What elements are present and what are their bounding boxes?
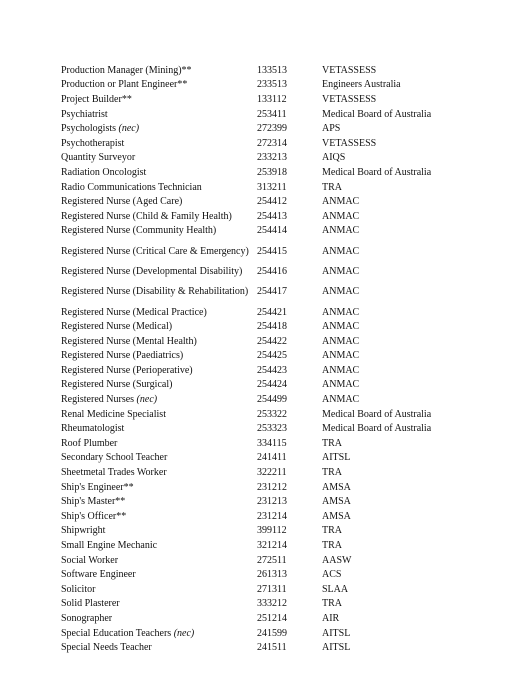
assessing-authority: ANMAC [322,245,360,257]
occupation-name [61,264,257,279]
occupation-row [61,421,462,436]
occupation-name-text: Production or Plant Engineer** [61,79,188,91]
occupation-name [61,92,257,107]
occupation-row [61,538,462,553]
occupation-name-text: Registered Nurse (Aged Care) [61,196,183,208]
occupation-name-text: Production Manager (Mining)** [61,64,192,76]
occupation-row [61,78,462,93]
occupation-name-text: Rheumatologist [61,423,125,435]
occupation-name-text: Registered Nurse (Child & Family Health) [61,210,232,222]
assessing-authority: Medical Board of Australia [322,408,432,420]
occupation-row [61,582,462,597]
occupation-name [61,209,257,224]
assessing-authority: AMSA [322,481,351,493]
assessing-authority: TRA [322,467,342,479]
assessing-authority: TRA [322,598,342,610]
occupation-name [61,78,257,93]
occupation-qualifier: (nec) [136,394,158,406]
occupation-row [61,640,462,655]
occupation-name [61,279,257,305]
occupation-name [61,136,257,151]
assessing-authority: ANMAC [322,379,360,391]
occupation-name [61,407,257,422]
occupation-name [61,305,257,320]
occupation-row [61,209,462,224]
occupation-name-text: Registered Nurse (Surgical) [61,379,173,391]
occupation-name-text: Psychologists [61,123,117,135]
assessing-authority: AITSL [322,642,351,654]
occupation-row [61,465,462,480]
occupation-row [61,264,462,279]
assessing-authority: Medical Board of Australia [322,108,432,120]
occupation-name [61,224,257,239]
occupation-name-text: Radiation Oncologist [61,166,147,178]
anzsco-code: 233213 [257,152,287,164]
assessing-authority: AITSL [322,627,351,639]
anzsco-code: 334115 [257,437,287,449]
anzsco-code: 253411 [257,108,287,120]
occupation-name [61,180,257,195]
anzsco-code: 231212 [257,481,287,493]
occupation-name-text: Shipwright [61,525,106,537]
anzsco-code: 254425 [257,350,287,362]
anzsco-code: 254416 [257,265,287,277]
occupation-name-text: Psychotherapist [61,137,125,149]
occupation-name-text: Roof Plumber [61,437,118,449]
occupation-row [61,451,462,466]
occupation-name [61,567,257,582]
anzsco-code: 251214 [257,612,287,624]
occupation-name [61,349,257,364]
occupation-name-text: Solid Plasterer [61,598,120,610]
anzsco-code: 253323 [257,423,287,435]
occupation-name [61,509,257,524]
occupation-name-text: Registered Nurse (Perioperative) [61,364,193,376]
anzsco-code: 254421 [257,306,287,318]
occupation-row [61,494,462,509]
assessing-authority: AITSL [322,452,351,464]
occupation-name-text: Software Engineer [61,569,136,581]
occupation-row [61,319,462,334]
anzsco-code: 254414 [257,225,287,237]
assessing-authority: ANMAC [322,265,360,277]
occupation-row [61,165,462,180]
occupation-name [61,538,257,553]
occupation-name-text: Registered Nurse (Disability & Rehabilitation) [61,286,249,298]
anzsco-code: 231214 [257,510,287,522]
assessing-authority: ACS [322,569,342,581]
occupation-row [61,553,462,568]
assessing-authority: ANMAC [322,364,360,376]
occupation-row [61,524,462,539]
anzsco-code: 253322 [257,408,287,420]
occupation-name-text: Sonographer [61,612,113,624]
occupation-name [61,524,257,539]
occupation-name-text: Registered Nurse (Medical) [61,321,173,333]
occupation-name [61,421,257,436]
occupation-row [61,305,462,320]
occupation-name [61,238,257,264]
anzsco-code: 272399 [257,123,287,135]
occupation-name [61,121,257,136]
occupation-row [61,107,462,122]
occupation-name-text: Renal Medicine Specialist [61,408,166,420]
occupation-name-text: Ship's Engineer** [61,481,134,493]
occupation-row [61,92,462,107]
occupation-name-text: Secondary School Teacher [61,452,168,464]
occupation-row [61,378,462,393]
occupation-name [61,480,257,495]
assessing-authority: TRA [322,181,342,193]
occupation-name-text: Ship's Officer** [61,510,127,522]
occupation-name [61,626,257,641]
anzsco-code: 272314 [257,137,287,149]
occupation-row [61,121,462,136]
assessing-authority: TRA [322,525,342,537]
assessing-authority: ANMAC [322,335,360,347]
occupation-name-text: Solicitor [61,583,96,595]
occupation-name-text: Sheetmetal Trades Worker [61,467,167,479]
anzsco-code: 133513 [257,64,287,76]
occupation-name [61,392,257,407]
occupation-name [61,107,257,122]
occupation-name-text: Ship's Master** [61,496,126,508]
anzsco-code: 133112 [257,93,287,105]
anzsco-code: 254499 [257,394,287,406]
anzsco-code: 254422 [257,335,287,347]
occupation-row [61,567,462,582]
assessing-authority: ANMAC [322,306,360,318]
occupation-name [61,553,257,568]
assessing-authority: ANMAC [322,350,360,362]
anzsco-code: 399112 [257,525,287,537]
occupation-name [61,582,257,597]
occupation-name [61,378,257,393]
occupation-row [61,279,462,305]
assessing-authority: SLAA [322,583,349,595]
occupation-row [61,63,462,78]
occupation-row [61,363,462,378]
occupation-row [61,597,462,612]
occupation-row [61,136,462,151]
occupation-row [61,407,462,422]
anzsco-code: 241599 [257,627,287,639]
occupation-name [61,363,257,378]
occupation-name [61,194,257,209]
assessing-authority: AASW [322,554,352,566]
occupation-row [61,349,462,364]
occupation-row [61,611,462,626]
anzsco-code: 253918 [257,166,287,178]
anzsco-code: 313211 [257,181,287,193]
assessing-authority: Engineers Australia [322,79,401,91]
anzsco-code: 254412 [257,196,287,208]
occupation-name [61,451,257,466]
assessing-authority: ANMAC [322,210,360,222]
occupation-name [61,611,257,626]
assessing-authority: TRA [322,437,342,449]
occupation-name-text: Special Needs Teacher [61,642,152,654]
assessing-authority: ANMAC [322,286,360,298]
occupation-name-text: Quantity Surveyor [61,152,136,164]
assessing-authority: Medical Board of Australia [322,423,432,435]
occupation-row [61,436,462,451]
occupation-name-text: Special Education Teachers [61,627,172,639]
occupation-name [61,465,257,480]
anzsco-code: 254417 [257,286,287,298]
assessing-authority: TRA [322,540,342,552]
assessing-authority: AIR [322,612,340,624]
occupation-name-text: Registered Nurses [61,394,135,406]
occupation-qualifier: (nec) [173,627,195,639]
occupation-name-text: Registered Nurse (Developmental Disability) [61,265,243,277]
anzsco-code: 254415 [257,245,287,257]
occupation-row [61,334,462,349]
occupation-row [61,180,462,195]
assessing-authority: APS [322,123,341,135]
assessing-authority: AMSA [322,510,351,522]
occupation-name-text: Registered Nurse (Paediatrics) [61,350,184,362]
assessing-authority: Medical Board of Australia [322,166,432,178]
occupation-name-text: Social Worker [61,554,119,566]
occupation-name [61,597,257,612]
anzsco-code: 321214 [257,540,287,552]
occupation-name-text: Registered Nurse (Mental Health) [61,335,197,347]
occupation-row [61,392,462,407]
assessing-authority: ANMAC [322,394,360,406]
anzsco-code: 254423 [257,364,287,376]
anzsco-code: 261313 [257,569,287,581]
assessing-authority: AMSA [322,496,351,508]
occupation-name [61,319,257,334]
anzsco-code: 231213 [257,496,287,508]
anzsco-code: 272511 [257,554,287,566]
occupation-name [61,640,257,655]
occupation-row [61,509,462,524]
occupation-qualifier: (nec) [118,123,140,135]
occupation-row [61,626,462,641]
occupation-name [61,334,257,349]
anzsco-code: 241411 [257,452,287,464]
anzsco-code: 333212 [257,598,287,610]
occupation-name [61,494,257,509]
assessing-authority: VETASSESS [322,137,377,149]
anzsco-code: 254413 [257,210,287,222]
occupation-name-text: Small Engine Mechanic [61,540,158,552]
occupation-name-text: Registered Nurse (Community Health) [61,225,217,237]
occupation-table-body [61,63,462,655]
occupation-name-text: Radio Communications Technician [61,181,202,193]
occupation-name-text: Psychiatrist [61,108,108,120]
occupation-name [61,165,257,180]
occupation-row [61,238,462,264]
occupation-name [61,436,257,451]
occupation-row [61,151,462,166]
occupation-name [61,63,257,78]
anzsco-code: 271311 [257,583,287,595]
occupation-name-text: Project Builder** [61,93,132,105]
anzsco-code: 322211 [257,467,287,479]
occupation-row [61,194,462,209]
assessing-authority: VETASSESS [322,93,377,105]
assessing-authority: ANMAC [322,321,360,333]
occupation-name-text: Registered Nurse (Critical Care & Emergency) [61,245,249,257]
assessing-authority: AIQS [322,152,346,164]
assessing-authority: ANMAC [322,196,360,208]
occupation-row [61,480,462,495]
anzsco-code: 254424 [257,379,287,391]
assessing-authority: ANMAC [322,225,360,237]
occupation-name [61,151,257,166]
occupation-table [61,63,462,655]
anzsco-code: 254418 [257,321,287,333]
anzsco-code: 241511 [257,642,287,654]
occupation-name-text: Registered Nurse (Medical Practice) [61,306,207,318]
anzsco-code: 233513 [257,79,287,91]
assessing-authority: VETASSESS [322,64,377,76]
occupation-row [61,224,462,239]
